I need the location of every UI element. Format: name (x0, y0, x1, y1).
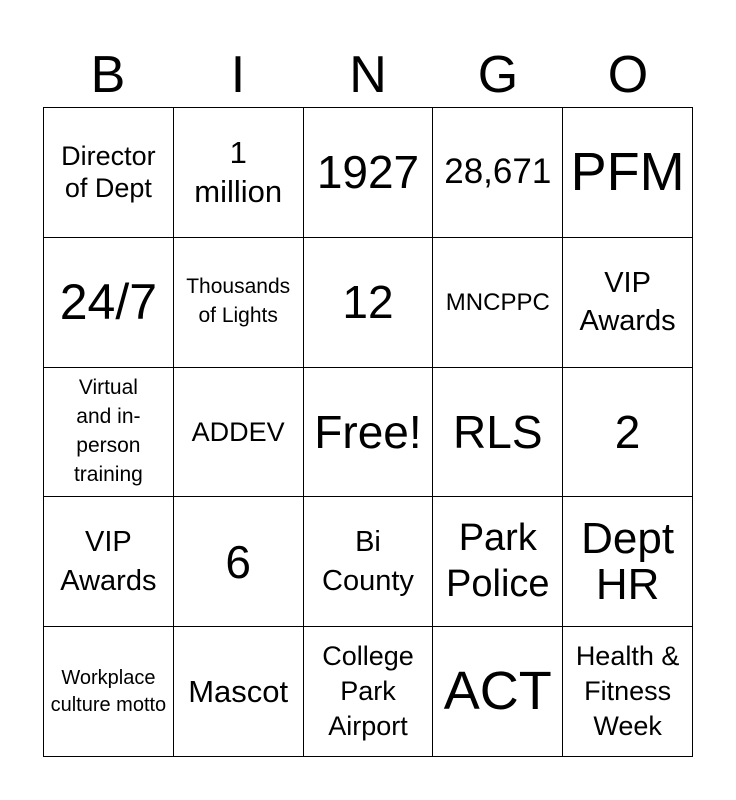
cell-text: Virtual and in-person training (73, 376, 143, 486)
header-letter-g: G (477, 46, 519, 104)
header-letter-o: O (607, 46, 649, 104)
cell-text: Health & Fitness Week (575, 640, 680, 742)
bingo-cell[interactable] (433, 238, 563, 368)
bingo-cell[interactable] (304, 368, 434, 498)
cell-text: ACT (443, 661, 552, 722)
bingo-cell[interactable] (174, 627, 304, 757)
bingo-cell[interactable] (563, 108, 693, 238)
bingo-cell[interactable] (44, 368, 174, 498)
bingo-cell[interactable] (563, 368, 693, 498)
bingo-cell[interactable] (174, 238, 304, 368)
cell-text: Thousands of Lights (186, 275, 291, 328)
bingo-cell[interactable] (174, 108, 304, 238)
cell-text: Park Police (446, 517, 550, 605)
bingo-cell[interactable] (563, 627, 693, 757)
cell-text: Mascot (188, 674, 289, 709)
cell-text: 28,671 (444, 152, 552, 192)
cell-text: MNCPPC (445, 288, 550, 316)
bingo-cell[interactable] (433, 368, 563, 498)
bingo-cell[interactable] (44, 497, 174, 627)
bingo-cell[interactable] (304, 497, 434, 627)
cell-text: 1 million (194, 134, 283, 210)
bingo-cell[interactable] (433, 627, 563, 757)
bingo-cell[interactable] (563, 497, 693, 627)
bingo-cell[interactable] (433, 108, 563, 238)
header-letter-b: B (90, 46, 126, 104)
bingo-cell[interactable] (174, 368, 304, 498)
cell-text: 6 (225, 535, 251, 588)
bingo-cell[interactable] (174, 497, 304, 627)
bingo-cell[interactable] (304, 108, 434, 238)
cell-text: RLS (453, 405, 543, 458)
cell-text: PFM (570, 142, 685, 203)
bingo-board (43, 107, 693, 757)
bingo-cell[interactable] (44, 238, 174, 368)
cell-text: 2 (614, 405, 641, 458)
bingo-cell[interactable] (304, 238, 434, 368)
cell-text: VIP Awards (60, 526, 157, 597)
cell-text: Free! (314, 405, 422, 458)
cell-text: Dept HR (581, 513, 675, 609)
bingo-cell[interactable] (44, 108, 174, 238)
bingo-header (43, 42, 693, 108)
cell-text: Bi County (322, 526, 414, 597)
cell-text: 24/7 (59, 273, 158, 330)
header-letter-i: I (230, 46, 246, 104)
cell-text: 12 (342, 276, 394, 329)
bingo-cell[interactable] (304, 627, 434, 757)
cell-text: ADDEV (191, 416, 285, 447)
bingo-cell[interactable] (44, 627, 174, 757)
cell-text: 1927 (316, 146, 420, 199)
cell-text: VIP Awards (579, 266, 676, 338)
cell-text: College Park Airport (322, 640, 414, 742)
bingo-cell[interactable] (433, 497, 563, 627)
cell-text: Workplace culture motto (50, 666, 167, 716)
cell-text: Director of Dept (61, 141, 156, 204)
bingo-cell[interactable] (563, 238, 693, 368)
header-letter-n: N (349, 46, 387, 104)
